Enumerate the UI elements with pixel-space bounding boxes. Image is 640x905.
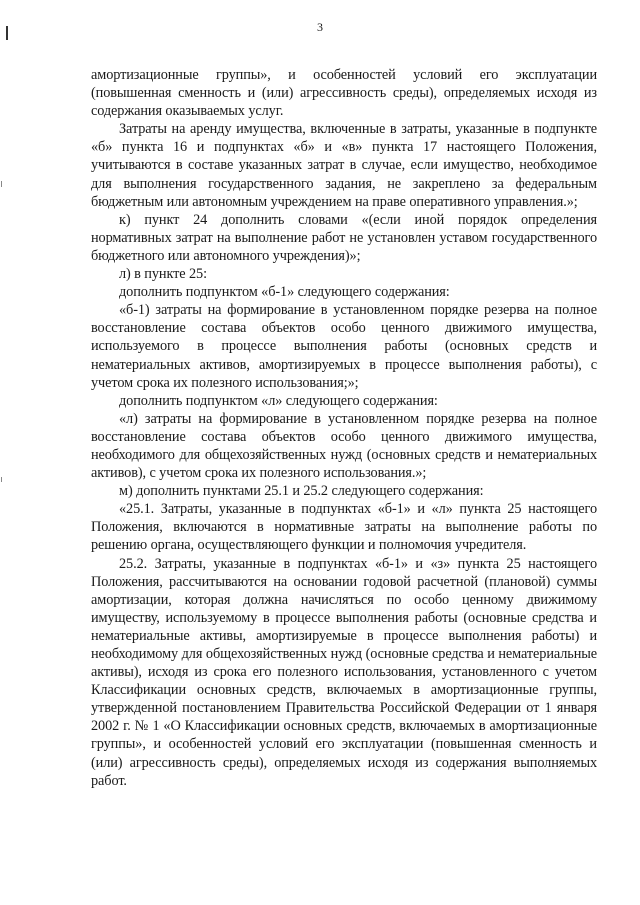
page-number: 3: [317, 20, 323, 34]
paragraph-b1-text: «б-1) затраты на формирование в установленном порядке резерва на полное восстановление состава объектов особо ценного движимого имущества, используемого в процессе выполнения работы (основных средств и нематериальных активов, амортизируемых в процессе выполнения работы), с учетом срока их полезного использования;»;: [91, 302, 597, 391]
paragraph-add-b1: дополнить подпунктом «б-1» следующего содержания:: [119, 284, 450, 301]
document-body: [91, 66, 597, 790]
paragraph-l-text: «л) затраты на формирование в установленном порядке резерва на полное восстановление состава объектов особо ценного движимого имущества, необходимого для общехозяйственных нужд (основных средств и нематериальных активов), с учетом срока их полезного использования.»;: [91, 410, 597, 482]
scan-artifact-tick: [1, 181, 2, 187]
paragraph-item-m: м) дополнить пунктами 25.1 и 25.2 следующего содержания:: [119, 483, 484, 500]
scan-artifact-tick: [1, 477, 2, 482]
paragraph-25-1: «25.1. Затраты, указанные в подпунктах «б-1» и «л» пункта 25 настоящего Положения, включаются в нормативные затраты на выполнение работы по решению органа, осуществляющего функции и полномочия учредителя.: [91, 501, 597, 554]
paragraph-25-2: 25.2. Затраты, указанные в подпунктах «б-1» и «з» пункта 25 настоящего Положения, рассчитываются на основании годовой расчетной (плановой) суммы амортизации, которая должна начисляться по особо ценному движимому имуществу, используемому в процессе выполнения работы (основные средства и нематериальные активы, амортизируемые в процессе выполнения работы) и необходимому для общехозяйственных нужд (основные средства и нематериальные активы), исходя из срока его полезного использования, установленного с учетом Классификации основных средств, включаемых в амортизационные группы, утвержденной постановлением Правительства Российской Федерации от 1 января 2002 г. № 1 «О Классификации основных средств, включаемых в амортизационные группы», и особенностей условий его эксплуатации (повышенная сменность и (или) агрессивность среды), определяемых исходя из содержания выполняемых работ.: [91, 555, 597, 789]
paragraph-item-k: к) пункт 24 дополнить словами «(если иной порядок определения нормативных затрат на выполнение работ не установлен уставом государственного бюджетного или автономного учреждения)»;: [91, 211, 597, 264]
paragraph-continuation: амортизационные группы», и особенностей условий его эксплуатации (повышенная сменность и (или) агрессивность среды), определяемых исходя из содержания оказываемых услуг.: [91, 67, 597, 120]
paragraph-lease-costs: Затраты на аренду имущества, включенные в затраты, указанные в подпункте «б» пункта 16 и подпунктах «б» и «в» пункта 17 настоящего Положения, учитываются в составе указанных затрат в случае, если имущество, необходимое для выполнения государственного задания, не закреплено за федеральным бюджетным или автономным учреждением на праве оперативного управления.»;: [91, 121, 597, 210]
paragraph-item-l: л) в пункте 25:: [119, 266, 207, 283]
paragraph-add-l: дополнить подпунктом «л» следующего содержания:: [119, 392, 438, 409]
